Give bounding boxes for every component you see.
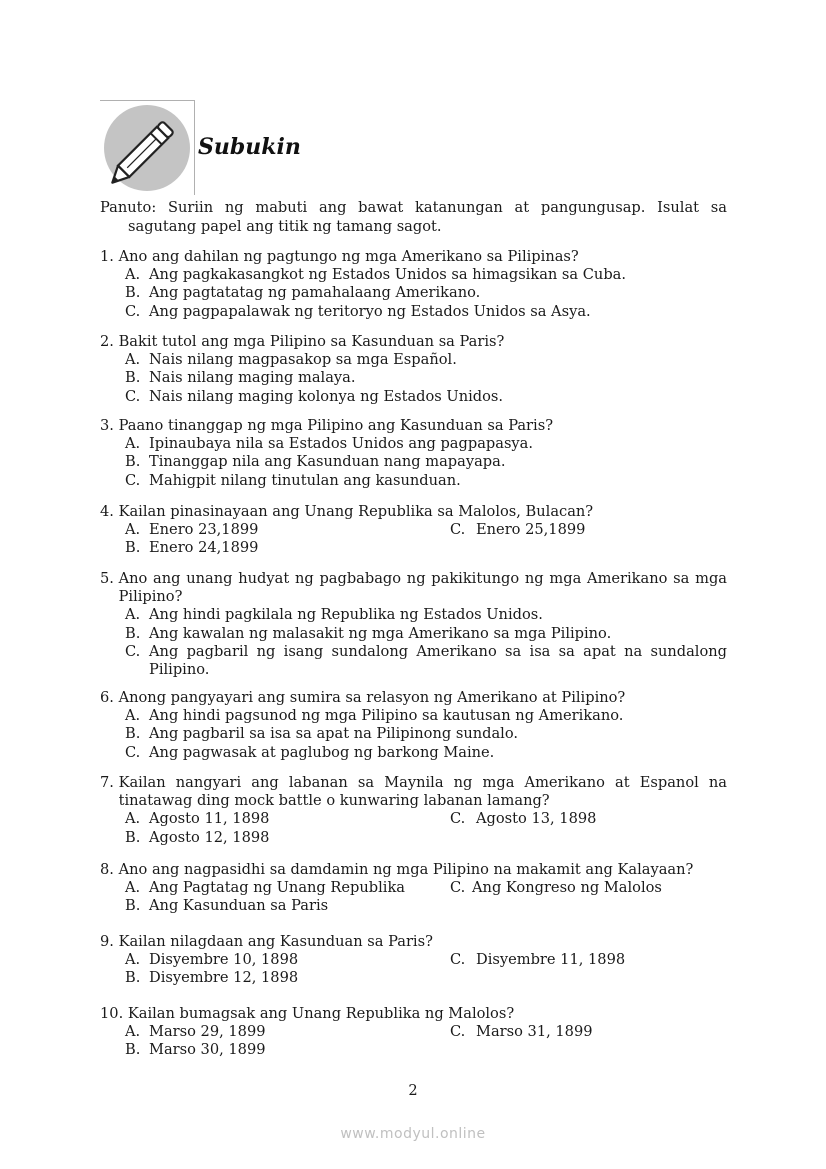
option-letter: C. [450, 951, 466, 969]
option-text: Ang pagbaril ng isang sundalong Amerikano sa isa sa apat na sundalong Pilipino. [149, 642, 727, 679]
option-text: Enero 23,1899 [149, 521, 259, 539]
icon-circle [104, 105, 190, 191]
option [125, 453, 727, 471]
question-number: 9. [100, 933, 119, 950]
question-number: 2. [100, 333, 119, 350]
option-text: Agosto 12, 1898 [149, 828, 270, 846]
option-letter: B. [125, 453, 141, 471]
question-text: Ano ang dahilan ng pagtungo ng mga Amerikano sa Pilipinas? [118, 248, 579, 265]
pencil-icon [104, 105, 190, 191]
option-letter: B. [125, 969, 141, 987]
option [450, 1023, 593, 1041]
option [125, 1023, 450, 1041]
option-text: Ang Kongreso ng Malolos [472, 879, 662, 897]
option-letter: B. [125, 539, 141, 557]
question-number: 10. [100, 1005, 128, 1022]
option [125, 707, 727, 725]
option-text: Ang hindi pagkilala ng Republika ng Estados Unidos. [149, 606, 543, 624]
instructions-line-2: sagutang papel ang titik ng tamang sagot. [128, 217, 442, 235]
option-letter: A. [125, 351, 141, 369]
option-text: Marso 29, 1899 [149, 1023, 266, 1041]
option-letter: B. [125, 828, 141, 846]
question-7 [100, 774, 727, 847]
question-number: 6. [100, 689, 119, 706]
option [125, 879, 450, 897]
question-number: 7. [100, 774, 119, 791]
option-text: Ipinaubaya nila sa Estados Unidos ang pagpapasya. [149, 435, 534, 453]
option-letter: A. [125, 810, 141, 828]
option-letter: C. [450, 521, 466, 539]
option-text: Mahigpit nilang tinutulan ang kasunduan. [149, 471, 461, 489]
option-text: Disyembre 11, 1898 [476, 951, 626, 969]
option-letter: B. [125, 624, 141, 642]
option [125, 388, 727, 406]
option-letter: A. [125, 266, 141, 284]
option-text: Ang Kasunduan sa Paris [149, 897, 329, 915]
question-text: Kailan bumagsak ang Unang Republika ng Malolos? [127, 1005, 515, 1022]
option-letter: B. [125, 369, 141, 387]
question-1 [100, 248, 727, 321]
option-letter: C. [450, 879, 466, 897]
option-text: Ang pagkakasangkot ng Estados Unidos sa himagsikan sa Cuba. [149, 266, 627, 284]
option-letter: A. [125, 435, 141, 453]
question-number: 5. [100, 570, 119, 587]
option-letter: B. [125, 1041, 141, 1059]
question-5 [100, 570, 727, 679]
question-text: Kailan pinasinayaan ang Unang Republika sa Malolos, Bulacan? [118, 503, 594, 520]
option [125, 303, 727, 321]
section-icon-box [100, 100, 195, 195]
option [450, 810, 596, 828]
question-6 [100, 689, 727, 762]
option [125, 643, 727, 679]
question-9 [100, 933, 727, 988]
option [450, 951, 625, 969]
question-number: 3. [100, 417, 119, 434]
instructions-line-1: Panuto: Suriin ng mabuti ang bawat katanungan at pangungusap. Isulat sa [100, 199, 727, 216]
instructions [100, 199, 727, 236]
question-3 [100, 417, 727, 490]
page-number: 2 [408, 1082, 418, 1099]
option [125, 369, 727, 387]
question-text: Ano ang unang hudyat ng pagbabago ng pakikitungo ng mga Amerikano sa mga Pilipino? [118, 570, 727, 606]
option-letter: C. [450, 1023, 466, 1041]
option [450, 521, 585, 539]
option-text: Nais nilang maging malaya. [149, 369, 356, 387]
option [125, 472, 727, 490]
option-letter: A. [125, 879, 141, 897]
question-10 [100, 1005, 727, 1060]
option [125, 606, 727, 624]
option-text: Marso 30, 1899 [149, 1041, 266, 1059]
option-text: Ang pagtatatag ng pamahalaang Amerikano. [149, 284, 481, 302]
option [125, 810, 450, 828]
option-letter: C. [125, 642, 141, 660]
question-2 [100, 333, 727, 406]
option [125, 897, 727, 915]
option [125, 351, 727, 369]
question-text: Kailan nilagdaan ang Kasunduan sa Paris? [118, 933, 433, 950]
question-text: Ano ang nagpasidhi sa damdamin ng mga Pilipino na makamit ang Kalayaan? [118, 861, 694, 878]
option [125, 969, 727, 987]
question-text: Kailan nangyari ang labanan sa Maynila ng mga Amerikano at Espanol na tinatawag ding mock battle o kunwaring labanan lamang? [118, 774, 727, 810]
option [125, 521, 450, 539]
option [125, 1041, 727, 1059]
section-title: Subukin [198, 134, 301, 160]
question-number: 4. [100, 503, 119, 520]
option-letter: A. [125, 951, 141, 969]
option-letter: C. [125, 743, 141, 761]
option-text: Ang pagpapalawak ng teritoryo ng Estados Unidos sa Asya. [149, 302, 591, 320]
option-text: Enero 25,1899 [476, 521, 586, 539]
option-text: Ang pagwasak at paglubog ng barkong Maine. [149, 743, 495, 761]
option [125, 435, 727, 453]
option-letter: A. [125, 521, 141, 539]
option-letter: A. [125, 606, 141, 624]
option-text: Nais nilang magpasakop sa mga Español. [149, 351, 457, 369]
option-text: Nais nilang maging kolonya ng Estados Unidos. [149, 387, 504, 405]
option-text: Tinanggap nila ang Kasunduan nang mapayapa. [149, 453, 506, 471]
option [125, 266, 727, 284]
option-text: Ang kawalan ng malasakit ng mga Amerikano sa mga Pilipino. [149, 624, 612, 642]
option-text: Disyembre 10, 1898 [149, 951, 299, 969]
question-text: Anong pangyayari ang sumira sa relasyon ng Amerikano at Pilipino? [118, 689, 626, 706]
option-text: Agosto 11, 1898 [149, 810, 270, 828]
option [125, 539, 727, 557]
option-text: Ang hindi pagsunod ng mga Pilipino sa kautusan ng Amerikano. [149, 707, 624, 725]
question-number: 1. [100, 248, 119, 265]
question-text: Bakit tutol ang mga Pilipino sa Kasunduan sa Paris? [118, 333, 505, 350]
option-text: Ang pagbaril sa isa sa apat na Pilipinong sundalo. [149, 725, 518, 743]
option [125, 951, 450, 969]
option [125, 625, 727, 643]
option [125, 744, 727, 762]
option-text: Agosto 13, 1898 [476, 810, 597, 828]
question-8 [100, 861, 727, 916]
option-letter: B. [125, 725, 141, 743]
option-letter: C. [125, 387, 141, 405]
option [125, 284, 727, 302]
watermark: www.modyul.online [340, 1126, 486, 1142]
option-letter: C. [450, 810, 466, 828]
option [125, 829, 727, 847]
option [450, 879, 662, 897]
option-text: Ang Pagtatag ng Unang Republika [149, 879, 405, 897]
option-letter: C. [125, 471, 141, 489]
question-number: 8. [100, 861, 119, 878]
question-4 [100, 503, 727, 558]
option-letter: B. [125, 284, 141, 302]
option-letter: A. [125, 707, 141, 725]
option-text: Enero 24,1899 [149, 539, 259, 557]
question-text: Paano tinanggap ng mga Pilipino ang Kasunduan sa Paris? [118, 417, 554, 434]
option [125, 725, 727, 743]
option-letter: C. [125, 302, 141, 320]
option-letter: B. [125, 897, 141, 915]
option-text: Disyembre 12, 1898 [149, 969, 299, 987]
option-text: Marso 31, 1899 [476, 1023, 593, 1041]
option-letter: A. [125, 1023, 141, 1041]
